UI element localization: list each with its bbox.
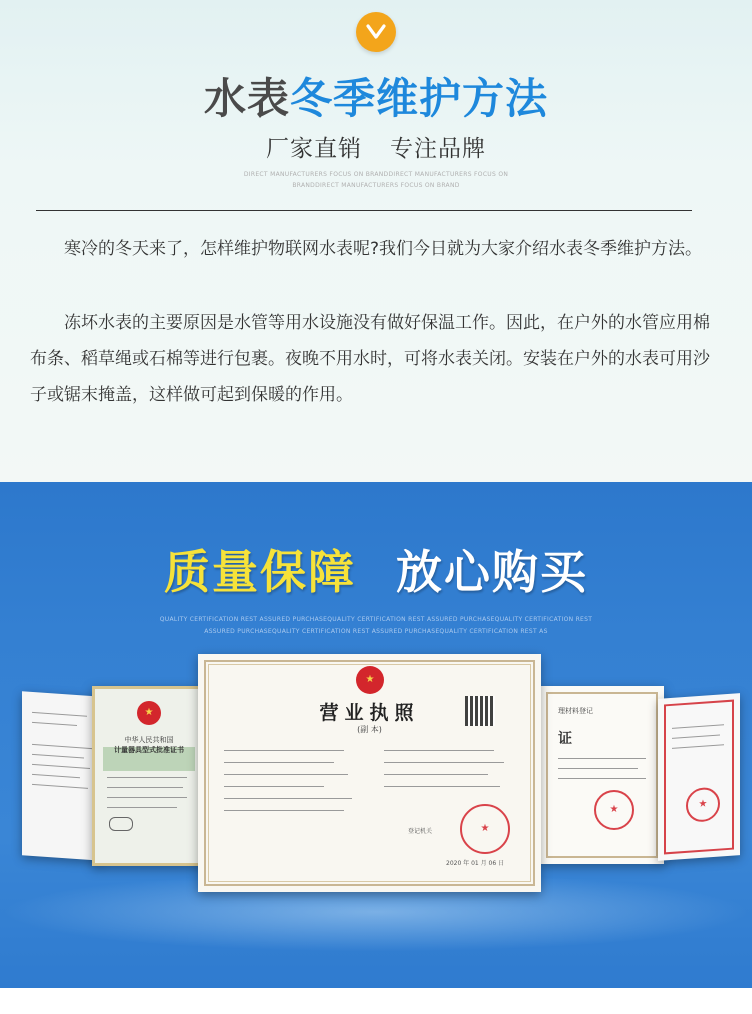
certificate-business-license (198, 654, 541, 892)
subtitle-brand-focus: 专注品牌 (390, 136, 486, 162)
tagline-line-1: DIRECT MANUFACTURERS FOCUS ON BRANDDIRECT MANUFACTURERS FOCUS ON (243, 171, 509, 178)
divider (36, 210, 692, 211)
certificate-registration (540, 686, 664, 864)
national-emblem-icon (137, 701, 161, 725)
license-title: 营业执照 (319, 702, 420, 724)
cert-line (384, 750, 494, 751)
cert-line (107, 807, 177, 808)
quality-title-right: 放心购买 (396, 545, 588, 599)
title-part-water-meter: 水表 (203, 74, 290, 123)
tagline-line-2: BRANDDIRECT MANUFACTURERS FOCUS ON BRAND (292, 182, 460, 189)
cert-frame (546, 692, 658, 858)
subtitle-direct-sales: 厂家直销 (266, 136, 362, 162)
cert-line (32, 764, 90, 769)
cert-registration-header: 理材料登记 (558, 707, 593, 715)
cert-line (224, 810, 344, 811)
cert-line (224, 798, 352, 799)
certificate-far-right (658, 693, 740, 861)
page-title (0, 74, 752, 124)
certificate-metrology (92, 686, 206, 866)
cert-line (558, 758, 646, 759)
quality-section (0, 482, 752, 988)
cert-line (32, 774, 80, 778)
cert-line (107, 787, 183, 788)
cert-line (224, 750, 344, 751)
cert-line (384, 774, 488, 775)
license-subtitle: (副 本) (357, 725, 382, 734)
cert-line (107, 797, 187, 798)
cert-line (558, 768, 638, 769)
maintenance-section (0, 0, 752, 482)
cert-line (107, 777, 187, 778)
cert-line (384, 762, 504, 763)
title-part-winter-maintenance: 冬季维护方法 (290, 74, 549, 123)
cpa-mark-icon (109, 817, 133, 831)
bottom-spacer (0, 988, 752, 1014)
quality-tagline-line-2: ASSURED PURCHASEQUALITY CERTIFICATION REST ASSURED PURCHASEQUALITY CERTIFICATION REST AS (204, 628, 548, 635)
cert-line (32, 784, 88, 789)
cert-frame (664, 700, 734, 855)
cert-line (224, 774, 348, 775)
cert-registration-title: 证 (558, 731, 572, 747)
cert-line (224, 762, 334, 763)
cert-line (558, 778, 646, 779)
cert-metrology-line-2: 计量器具型式批准证书 (114, 746, 184, 754)
cert-metrology-line-1: 中华人民共和国 (124, 736, 174, 744)
cert-line (384, 786, 500, 787)
chevron-down-icon (366, 23, 386, 41)
cert-line (32, 754, 84, 759)
national-emblem-icon (356, 666, 384, 694)
article-paragraph-2: 冻坏水表的主要原因是水管等用水设施没有做好保温工作。因此，在户外的水管应用棉布条、稻草绳或石棉等进行包裹。夜晚不用水时，可将水表关闭。安装在户外的水表可用沙子或锯末掩盖，这样做可起到保暖的作用。 (30, 313, 710, 405)
subtitle (0, 134, 752, 164)
cert-line (32, 712, 87, 717)
article-paragraph-1: 寒冷的冬天来了，怎样维护物联网水表呢?我们今日就为大家介绍水表冬季维护方法。 (64, 239, 703, 259)
license-date: 2020 年 01 月 06 日 (446, 860, 505, 867)
red-seal-icon (460, 804, 510, 854)
cert-line (32, 744, 92, 749)
cert-line (32, 722, 77, 726)
quality-tagline-line-1: QUALITY CERTIFICATION REST ASSURED PURCHASEQUALITY CERTIFICATION REST ASSURED PURCHASEQUALITY CERTIFICATION REST (159, 616, 593, 623)
license-registrar: 登记机关 (408, 828, 433, 835)
quality-title (0, 544, 752, 600)
quality-title-left: 质量保障 (164, 545, 356, 599)
cert-line (224, 786, 324, 787)
chevron-down-badge (356, 12, 396, 52)
red-seal-icon (594, 790, 634, 830)
certificate-far-left (22, 691, 102, 861)
